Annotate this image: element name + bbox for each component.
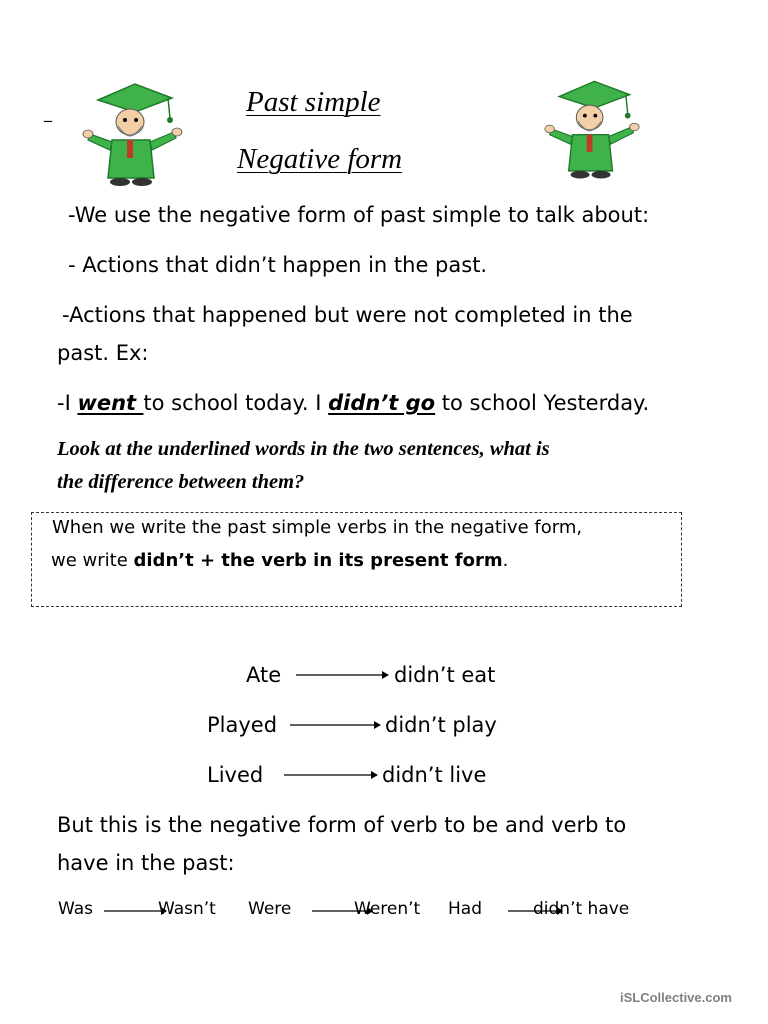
underlined-word-didnt-go: didn’t go <box>328 391 436 415</box>
rule-line <box>51 550 508 571</box>
example-prefix: -I <box>57 391 78 415</box>
rule-suffix: . <box>502 550 509 571</box>
graduate-figure <box>83 84 182 186</box>
arrow-icon <box>290 718 382 732</box>
verb-past: Ate <box>246 663 282 687</box>
intro-line: - Actions that didn’t happen in the past. <box>68 253 488 277</box>
verb-negative: didn’t live <box>382 763 487 787</box>
question-line: Look at the underlined words in the two sentences, what is <box>57 438 550 460</box>
intro-line: -Actions that happened but were not completed in the <box>62 303 633 327</box>
page-subtitle: Negative form <box>237 143 403 175</box>
intro-line: -We use the negative form of past simple to talk about: <box>68 203 650 227</box>
intro-line: past. Ex: <box>57 341 149 365</box>
page-title: Past simple <box>246 86 381 118</box>
verb-negative: didn’t play <box>385 713 497 737</box>
rule-line: When we write the past simple verbs in the negative form, <box>52 517 583 538</box>
underlined-word-went: went <box>77 391 144 415</box>
example-sentence <box>57 391 649 415</box>
verb-negative: Weren’t <box>354 899 421 919</box>
question-line: the difference between them? <box>57 471 305 493</box>
be-have-line: have in the past: <box>57 851 235 875</box>
example-middle: to school today. I <box>143 391 329 415</box>
graduate-clipart-right <box>542 72 642 184</box>
verb-negative: didn’t have <box>533 899 630 919</box>
arrow-icon <box>284 768 379 782</box>
verb-past: Was <box>58 899 93 919</box>
verb-past: Had <box>448 899 482 919</box>
leading-dash: _ <box>44 103 52 122</box>
graduate-clipart-left <box>80 78 185 188</box>
watermark: iSLCollective.com <box>620 990 732 1005</box>
verb-past: Played <box>207 713 278 737</box>
be-have-line: But this is the negative form of verb to be and verb to <box>57 813 627 837</box>
verb-negative: didn’t eat <box>394 663 496 687</box>
verb-negative: Wasn’t <box>158 899 216 919</box>
rule-prefix: we write <box>51 550 134 571</box>
rule-bold: didn’t + the verb in its present form <box>133 550 503 571</box>
arrow-icon <box>296 668 390 682</box>
verb-past: Were <box>248 899 292 919</box>
verb-past: Lived <box>207 763 264 787</box>
graduate-figure <box>545 81 639 178</box>
example-suffix: to school Yesterday. <box>435 391 650 415</box>
